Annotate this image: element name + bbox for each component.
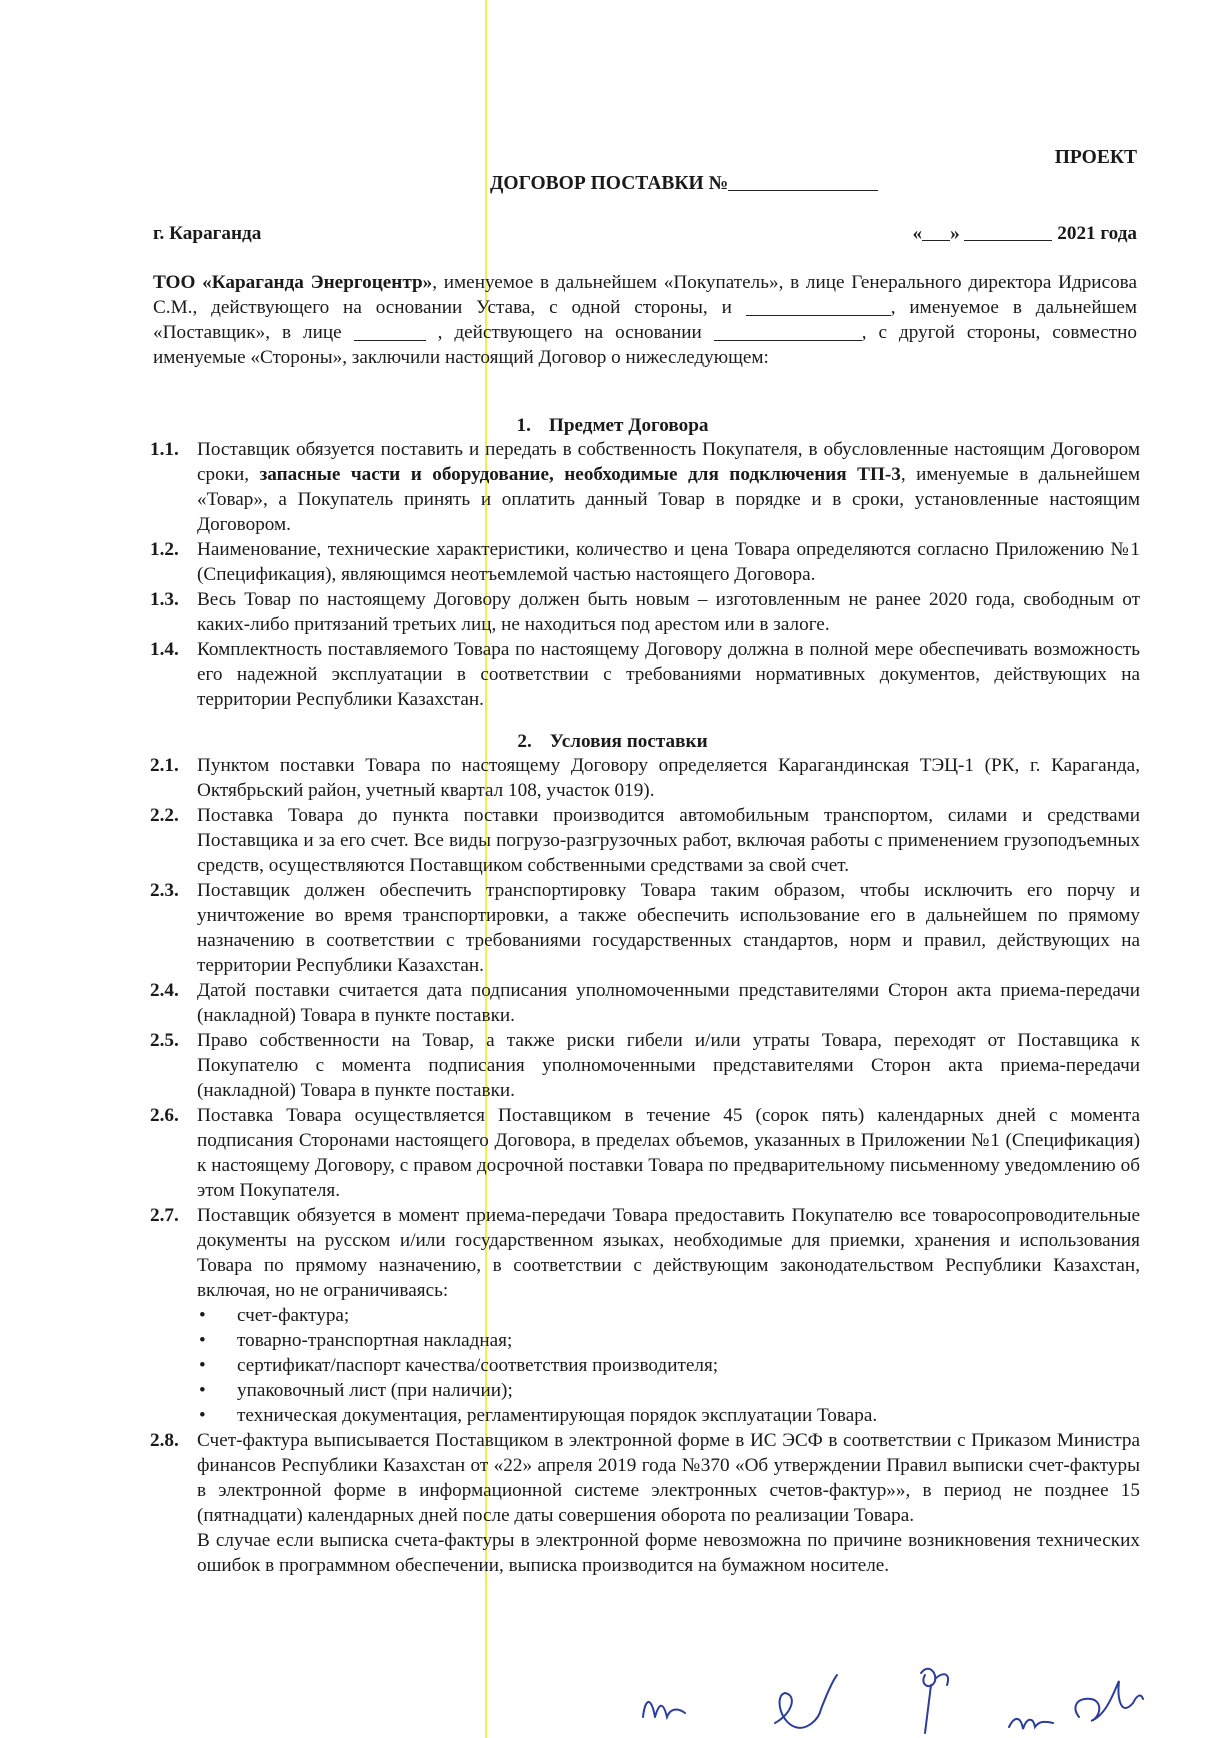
preamble [153, 270, 1137, 370]
list-item [197, 1328, 1140, 1353]
contract-title [490, 171, 878, 196]
contract-title-text: ДОГОВОР ПОСТАВКИ № [490, 173, 729, 194]
bullet-icon: • [199, 1380, 206, 1401]
bullet-icon: • [199, 1305, 206, 1326]
draft-label: ПРОЕКТ [1054, 147, 1137, 168]
clause-2-8-continuation: В случае если выписка счета-фактуры в электронной форме невозможна по причине возникновения технических ошибок в программном обеспечении, выписка производится на бумажном носителе. [197, 1530, 1140, 1576]
clause-number: 2.1. [150, 755, 179, 776]
preamble-part4: , с другой стороны, совместно именуемые «Стороны», заключили настоящий Договор о нижеследующем: [153, 322, 1138, 368]
signatures-initials [625, 1655, 1155, 1735]
clause-text: Поставщик обязуется в момент приема-передачи Товара предоставить Покупателю все товаросопроводительные документы на русском и/или государственном языках, необходимые для приемки, хранения и использования Товара по прямому назначению, в соответствии с действующим законодательством Республики Казахстан, включая, но не ограничиваясь: [197, 1205, 1140, 1301]
list-item-text: упаковочный лист (при наличии); [237, 1380, 513, 1401]
bullet-icon: • [199, 1330, 206, 1351]
clause-2-5 [150, 1028, 1140, 1103]
section-2-heading [0, 729, 1225, 754]
clause-1-3 [150, 587, 1140, 637]
clause-number: 2.2. [150, 805, 179, 826]
list-item-text: товарно-транспортная накладная; [237, 1330, 513, 1351]
representative-blank [354, 323, 426, 341]
bullet-icon: • [199, 1355, 206, 1376]
section-1-title: Предмет Договора [548, 415, 709, 436]
date-year: 2021 года [1057, 223, 1137, 244]
clause-text: Поставщик обязуется поставить и передать в собственность Покупателя, в обусловленные настоящим Договором сроки, [197, 439, 1140, 485]
clause-text: Право собственности на Товар, а также риски гибели и/или утраты Товара, переходят от Поставщика к Покупателю с момента подписания уполномоченными представителями Сторон акта приема-передачи (накладной) Товара в пункте поставки. [197, 1030, 1140, 1101]
clause-text: Поставка Товара осуществляется Поставщиком в течение 45 (сорок пять) календарных дней с момента подписания Сторонами настоящего Договора, в пределах объемов, указанных в Приложении №1 (Спецификация) к настоящему Договору, с правом досрочной поставки Товара по предварительному письменному уведомлению об этом Покупателя. [197, 1105, 1140, 1201]
list-item [197, 1403, 1140, 1428]
initials-mark-5 [1075, 1681, 1143, 1721]
list-item [197, 1378, 1140, 1403]
clause-text-end: , именуемые в дальнейшем «Товар», а Покупатель принять и оплатить данный Товар в порядке и в сроки, установленные настоящим Договором. [197, 464, 1141, 535]
section-2-clauses [150, 753, 1140, 1578]
clause-1-2 [150, 537, 1140, 587]
clause-text: Наименование, технические характеристики, количество и цена Товара определяются согласно Приложению №1 (Спецификация), являющимся неотъемлемой частью настоящего Договора. [197, 539, 1140, 585]
preamble-part1: , именуемое в дальнейшем «Покупатель», в лице Генерального директора Идрисова С.М., действующего на основании Устава, с одной стороны, и [153, 272, 1137, 318]
clause-2-2 [150, 803, 1140, 878]
list-item-text: счет-фактура; [237, 1305, 350, 1326]
clause-number: 1.3. [150, 589, 179, 610]
month-blank [964, 223, 1052, 241]
contract-number-blank [728, 172, 878, 191]
initials-mark-4 [1009, 1719, 1053, 1729]
clause-text: Весь Товар по настоящему Договору должен быть новым – изготовленным не ранее 2020 года, свободным от каких-либо притязаний третьих лиц, не находиться под арестом или в залоге. [197, 589, 1140, 635]
clause-number: 1.4. [150, 639, 179, 660]
clause-number: 2.4. [150, 980, 179, 1001]
section-2-number: 2. [517, 731, 532, 752]
date-close-quote: » [950, 223, 960, 244]
initials-mark-3 [921, 1669, 948, 1733]
clause-text: Пунктом поставки Товара по настоящему Договору определяется Карагандинская ТЭЦ-1 (РК, г. Караганда, Октябрьский район, учетный квартал 108, участок 019). [197, 755, 1140, 801]
clause-2-7 [150, 1203, 1140, 1303]
clause-number: 2.5. [150, 1030, 179, 1051]
clause-number: 1.2. [150, 539, 179, 560]
contract-date [912, 221, 1137, 246]
preamble-part2: , именуемое в дальнейшем «Поставщик», в лице [153, 297, 1138, 343]
clause-2-1 [150, 753, 1140, 803]
clause-text: Комплектность поставляемого Товара по настоящему Договору должна в полной мере обеспечивать возможность его надежной эксплуатации в соответствии с требованиями нормативных документов, действующих на территории Республики Казахстан. [197, 639, 1140, 710]
clause-number: 2.7. [150, 1205, 179, 1226]
day-blank [922, 223, 950, 241]
preamble-part3: , действующего на основании [437, 322, 702, 343]
clause-2-6 [150, 1103, 1140, 1203]
clause-text: Датой поставки считается дата подписания уполномоченными представителями Сторон акта приема-передачи (накладной) Товара в пункте поставки. [197, 980, 1140, 1026]
clause-number: 2.3. [150, 880, 179, 901]
bullet-icon: • [199, 1405, 206, 1426]
buyer-name: ТОО «Караганда Энергоцентр» [153, 272, 433, 293]
list-item-text: техническая документация, регламентирующая порядок эксплуатации Товара. [237, 1405, 878, 1426]
supplier-name-blank [746, 298, 891, 316]
clause-text: Счет-фактура выписывается Поставщиком в электронной форме в ИС ЭСФ в соответствии с Приказом Министра финансов Республики Казахстан от «22» апреля 2019 года №370 «Об утверждении Правил выписки счет-фактуры в электронной форме в информационной системе электронных счетов-фактур»», в период не позднее 15 (пятнадцати) календарных дней после даты совершения оборота по реализации Товара. [197, 1430, 1140, 1526]
clause-1-1 [150, 437, 1140, 537]
list-item [197, 1303, 1140, 1328]
clause-2-8 [150, 1428, 1140, 1528]
clause-number: 2.6. [150, 1105, 179, 1126]
list-item-text: сертификат/паспорт качества/соответствия производителя; [237, 1355, 719, 1376]
basis-blank [714, 323, 862, 341]
list-item [197, 1353, 1140, 1378]
clause-text: Поставка Товара до пункта поставки производится автомобильным транспортом, силами и средствами Поставщика и за его счет. Все виды погрузо-разгрузочных работ, включая работы с применением грузоподъемных средств, осуществляются Поставщиком собственными средствами за свой счет. [197, 805, 1140, 876]
section-1-number: 1. [516, 415, 531, 436]
clause-text: Поставщик должен обеспечить транспортировку Товара таким образом, чтобы исключить его порчу и уничтожение во время транспортировки, а также обеспечить использование его в дальнейшем по прямому назначению в соответствии с требованиями государственных стандартов, норм и правил, действующих на территории Республики Казахстан. [197, 880, 1140, 976]
date-open-quote: « [912, 223, 923, 244]
clause-number: 1.1. [150, 439, 179, 460]
clause-number: 2.8. [150, 1430, 179, 1451]
initials-mark-1 [643, 1702, 685, 1717]
section-1-clauses [150, 437, 1140, 712]
document-list [150, 1303, 1140, 1428]
clause-1-4 [150, 637, 1140, 712]
section-2-title: Условия поставки [549, 731, 708, 752]
clause-2-3 [150, 878, 1140, 978]
section-1-heading [0, 413, 1225, 438]
initials-mark-2 [775, 1675, 837, 1728]
clause-2-4 [150, 978, 1140, 1028]
goods-name: запасные части и оборудование, необходимые для подключения ТП-3 [259, 464, 901, 485]
city: г. Караганда [153, 223, 262, 244]
